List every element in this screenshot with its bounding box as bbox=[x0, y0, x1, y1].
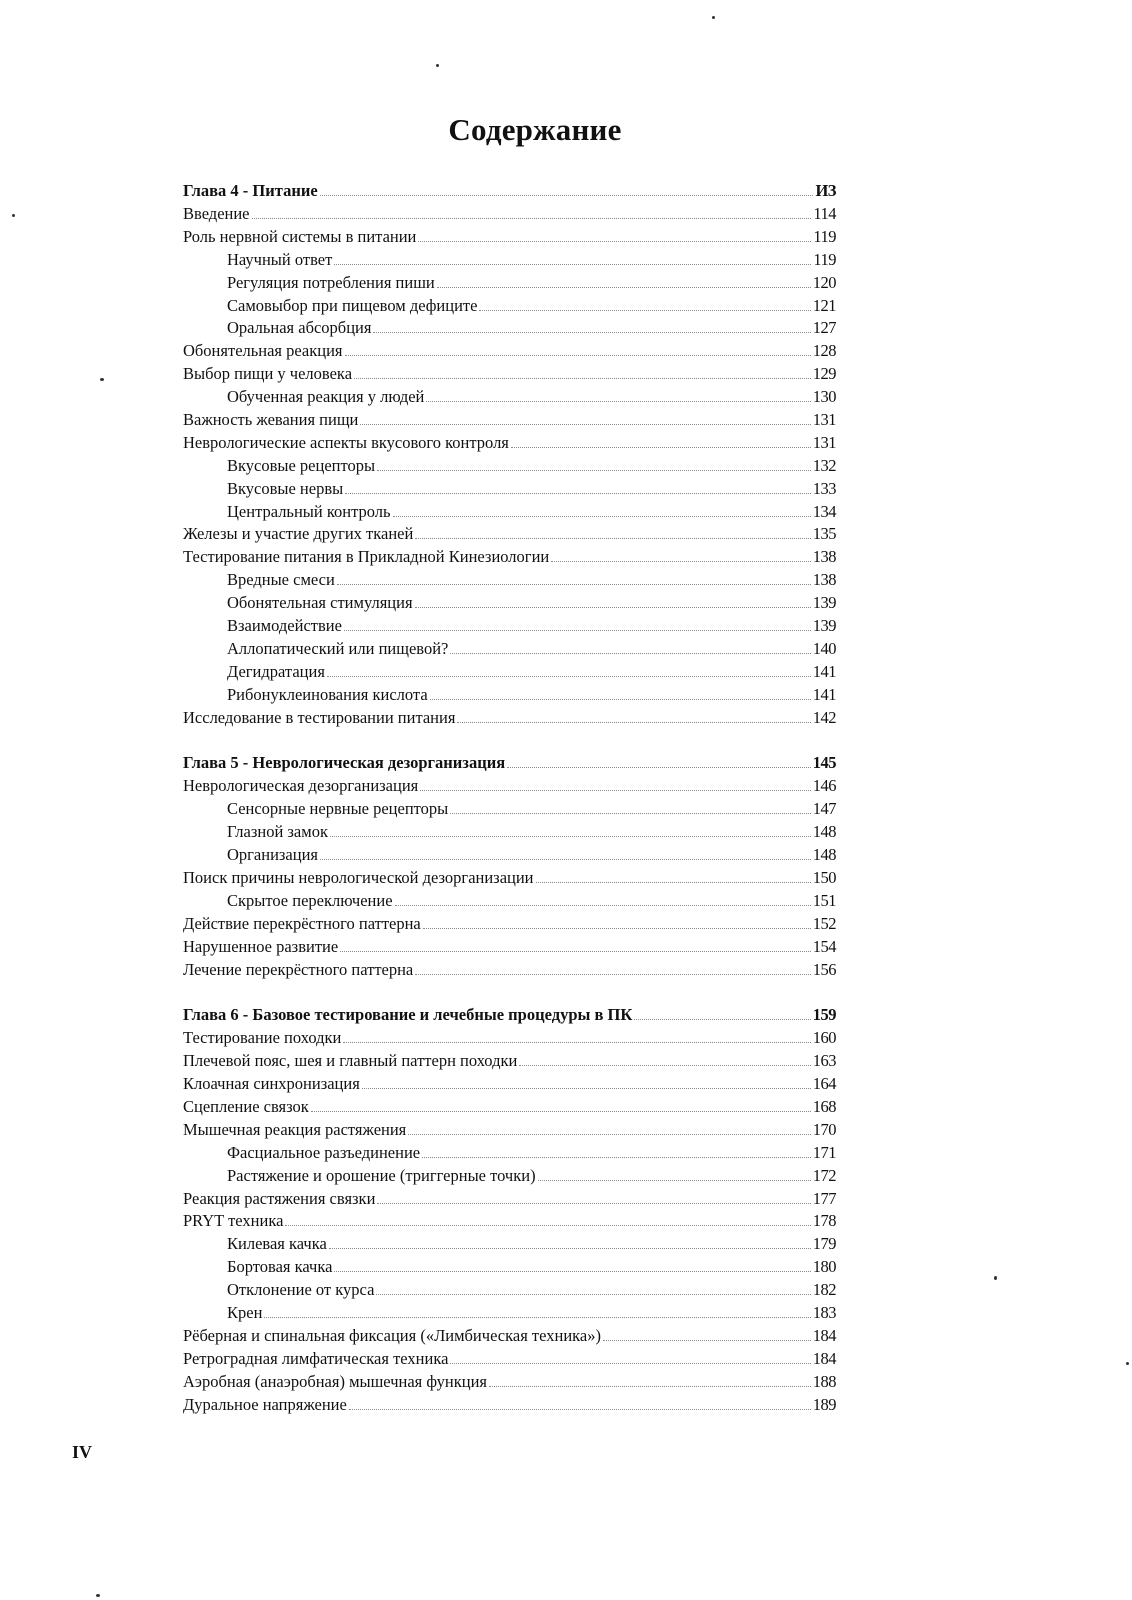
dot-leader bbox=[393, 502, 811, 517]
toc-page-number: 171 bbox=[812, 1143, 836, 1162]
toc-entry-title: Фасциальное разъединение bbox=[227, 1143, 421, 1162]
toc-entry bbox=[183, 1348, 836, 1370]
toc-entry bbox=[183, 523, 836, 545]
toc-subentry bbox=[227, 1256, 836, 1278]
scan-speck bbox=[994, 1276, 997, 1280]
dot-leader bbox=[329, 1234, 811, 1249]
dot-leader bbox=[345, 479, 811, 494]
dot-leader bbox=[311, 1097, 811, 1112]
dot-leader bbox=[551, 547, 811, 562]
toc-page-number: 172 bbox=[812, 1166, 836, 1185]
toc-entry bbox=[183, 1188, 836, 1210]
dot-leader bbox=[345, 341, 811, 356]
dot-leader bbox=[415, 593, 811, 608]
toc-page-number: 170 bbox=[812, 1120, 836, 1139]
toc-entry-title: Рибонуклеинования кислота bbox=[227, 685, 428, 704]
scan-speck bbox=[436, 64, 439, 67]
dot-leader bbox=[426, 387, 810, 402]
dot-leader bbox=[376, 1280, 810, 1295]
toc-page-number: 150 bbox=[812, 868, 836, 887]
toc-entry bbox=[183, 1371, 836, 1393]
dot-leader bbox=[320, 845, 811, 860]
dot-leader bbox=[450, 799, 811, 814]
dot-leader bbox=[377, 1189, 810, 1204]
toc-entry-title: Мышечная реакция растяжения bbox=[183, 1120, 407, 1139]
toc-entry-title: Аэробная (анаэробная) мышечная функция bbox=[183, 1372, 488, 1391]
scan-speck bbox=[12, 214, 15, 217]
page-number: IV bbox=[72, 1442, 93, 1462]
toc-page-number: ИЗ bbox=[815, 181, 836, 200]
dot-leader bbox=[285, 1211, 810, 1226]
toc-entry bbox=[183, 1119, 836, 1141]
toc-entry-title: Обонятельная реакция bbox=[183, 341, 343, 360]
toc-subentry bbox=[227, 1233, 836, 1255]
toc-page-number: 131 bbox=[812, 410, 836, 429]
dot-leader bbox=[334, 1257, 810, 1272]
toc-subentry bbox=[227, 386, 836, 408]
toc-page-number: 119 bbox=[813, 250, 836, 269]
toc-entry-title: Плечевой пояс, шея и главный паттерн походки bbox=[183, 1051, 518, 1070]
dot-leader bbox=[430, 685, 811, 700]
toc-subentry bbox=[227, 569, 836, 591]
toc-entry-title: Рёберная и спинальная фиксация («Лимбическая техника») bbox=[183, 1326, 601, 1345]
toc-entry bbox=[183, 409, 836, 431]
toc-page-number: 130 bbox=[812, 387, 836, 406]
toc-subentry bbox=[227, 821, 836, 843]
scan-speck bbox=[712, 16, 715, 19]
toc-page-number: 135 bbox=[812, 524, 836, 543]
dot-leader bbox=[344, 616, 811, 631]
toc-page-number: 119 bbox=[813, 227, 836, 246]
dot-leader bbox=[511, 433, 811, 448]
dot-leader bbox=[330, 822, 811, 837]
toc-entry-title: Организация bbox=[227, 845, 319, 864]
toc-subentry bbox=[227, 1142, 836, 1164]
toc-subentry bbox=[227, 249, 836, 271]
toc-entry-title: Обученная реакция у людей bbox=[227, 387, 425, 406]
dot-leader bbox=[334, 250, 811, 265]
toc-subentry bbox=[227, 615, 836, 637]
toc-entry-title: Растяжение и орошение (триггерные точки) bbox=[227, 1166, 536, 1185]
dot-leader bbox=[489, 1372, 811, 1387]
toc-entry bbox=[183, 775, 836, 797]
toc-entry-title: Нарушенное развитие bbox=[183, 937, 339, 956]
toc-page-number: 121 bbox=[812, 296, 836, 315]
toc-entry bbox=[183, 226, 836, 248]
toc-page-number: 139 bbox=[812, 593, 836, 612]
toc-page-number: 127 bbox=[812, 318, 836, 337]
toc-entry-title: Вкусовые нервы bbox=[227, 479, 344, 498]
toc-entry bbox=[183, 203, 836, 225]
toc-entry-title: Лечение перекрёстного паттерна bbox=[183, 960, 414, 979]
toc-entry-title: Взаимодействие bbox=[227, 616, 342, 635]
toc-page-number: 138 bbox=[812, 570, 836, 589]
dot-leader bbox=[603, 1326, 811, 1341]
toc-entry-title: Тестирование походки bbox=[183, 1028, 342, 1047]
toc-entry bbox=[183, 340, 836, 362]
toc-entry-title: PRYT техника bbox=[183, 1211, 284, 1230]
toc-page-number: 168 bbox=[812, 1097, 836, 1116]
dot-leader bbox=[423, 914, 811, 929]
toc-page-number: 164 bbox=[812, 1074, 836, 1093]
toc-page-number: 142 bbox=[812, 708, 836, 727]
scan-speck bbox=[1126, 1362, 1129, 1365]
toc-page-number: 184 bbox=[812, 1326, 836, 1345]
dot-leader bbox=[320, 181, 814, 196]
dot-leader bbox=[252, 204, 812, 219]
toc-page-number: 134 bbox=[812, 502, 836, 521]
dot-leader bbox=[362, 1074, 811, 1089]
toc-subentry bbox=[227, 1165, 836, 1187]
toc-page-number: 152 bbox=[812, 914, 836, 933]
toc-entry-title: Железы и участие других тканей bbox=[183, 524, 414, 543]
dot-leader bbox=[327, 662, 811, 677]
toc-page-number: 131 bbox=[812, 433, 836, 452]
toc-entry-title: Неврологическая дезорганизация bbox=[183, 776, 419, 795]
toc-entry bbox=[183, 1073, 836, 1095]
toc-page-number: 180 bbox=[812, 1257, 836, 1276]
toc-chapter-heading bbox=[183, 180, 836, 202]
toc-entry-title: Глава 4 - Питание bbox=[183, 181, 318, 200]
toc-page-number: 182 bbox=[812, 1280, 836, 1299]
dot-leader bbox=[373, 318, 810, 333]
toc-entry-title: Бортовая качка bbox=[227, 1257, 333, 1276]
dot-leader bbox=[422, 1143, 811, 1158]
toc-entry bbox=[183, 1050, 836, 1072]
toc-subentry bbox=[227, 1279, 836, 1301]
dot-leader bbox=[536, 868, 811, 883]
toc-entry-title: Аллопатический или пищевой? bbox=[227, 639, 449, 658]
toc-page-number: 129 bbox=[812, 364, 836, 383]
toc-page-number: 154 bbox=[812, 937, 836, 956]
toc-entry bbox=[183, 913, 836, 935]
toc-page-number: 177 bbox=[812, 1189, 836, 1208]
toc-page-number: 141 bbox=[812, 685, 836, 704]
toc-page-number: 120 bbox=[812, 273, 836, 292]
toc-subentry bbox=[227, 455, 836, 477]
dot-leader bbox=[337, 570, 811, 585]
toc-subentry bbox=[227, 684, 836, 706]
toc-page-number: 163 bbox=[812, 1051, 836, 1070]
toc-entry-title: Глава 6 - Базовое тестирование и лечебные процедуры в ПК bbox=[183, 1005, 633, 1024]
page-title: Содержание bbox=[448, 112, 622, 147]
toc-page-number: 160 bbox=[812, 1028, 836, 1047]
toc-page-number: 151 bbox=[812, 891, 836, 910]
toc-entry bbox=[183, 867, 836, 889]
toc-page-number: 156 bbox=[812, 960, 836, 979]
dot-leader bbox=[360, 410, 810, 425]
toc-page-number: 148 bbox=[812, 845, 836, 864]
toc-page-number: 141 bbox=[812, 662, 836, 681]
toc-page-number: 128 bbox=[812, 341, 836, 360]
toc-entry-title: Вкусовые рецепторы bbox=[227, 456, 376, 475]
toc-page-number: 189 bbox=[812, 1395, 836, 1414]
toc-entry bbox=[183, 1394, 836, 1416]
dot-leader bbox=[415, 960, 810, 975]
toc-entry-title: Вредные смеси bbox=[227, 570, 335, 589]
toc-page-number: 114 bbox=[813, 204, 836, 223]
toc-entry-title: Выбор пищи у человека bbox=[183, 364, 353, 383]
toc-subentry bbox=[227, 295, 836, 317]
toc-page-number: 138 bbox=[812, 547, 836, 566]
dot-leader bbox=[519, 1051, 810, 1066]
toc-entry-title: Поиск причины неврологической дезорганизации bbox=[183, 868, 534, 887]
toc-entry-title: Оральная абсорбция bbox=[227, 318, 372, 337]
toc-subentry bbox=[227, 1302, 836, 1324]
dot-leader bbox=[450, 1349, 810, 1364]
dot-leader bbox=[377, 456, 811, 471]
toc-entry-title: Килевая качка bbox=[227, 1234, 327, 1253]
toc-entry-title: Роль нервной системы в питании bbox=[183, 227, 417, 246]
toc-entry-title: Крен bbox=[227, 1303, 263, 1322]
toc-entry-title: Тестирование питания в Прикладной Кинезиологии bbox=[183, 547, 550, 566]
toc-entry bbox=[183, 707, 836, 729]
toc-entry-title: Обонятельная стимуляция bbox=[227, 593, 413, 612]
toc-entry-title: Глава 5 - Неврологическая дезорганизация bbox=[183, 753, 506, 772]
toc-entry-title: Самовыбор при пищевом дефиците bbox=[227, 296, 478, 315]
toc-page-number: 188 bbox=[812, 1372, 836, 1391]
toc-subentry bbox=[227, 890, 836, 912]
toc-subentry bbox=[227, 661, 836, 683]
toc-entry-title: Регуляция потребления пиши bbox=[227, 273, 435, 292]
toc-entry bbox=[183, 432, 836, 454]
toc-page-number: 139 bbox=[812, 616, 836, 635]
toc-page-number: 148 bbox=[812, 822, 836, 841]
toc-entry-title: Дуральное напряжение bbox=[183, 1395, 347, 1414]
toc-page-number: 133 bbox=[812, 479, 836, 498]
toc-entry-title: Ретроградная лимфатическая техника bbox=[183, 1349, 449, 1368]
toc-page-number: 146 bbox=[812, 776, 836, 795]
dot-leader bbox=[408, 1120, 810, 1135]
toc-subentry bbox=[227, 592, 836, 614]
toc-subentry bbox=[227, 638, 836, 660]
toc-entry-title: Исследование в тестировании питания bbox=[183, 708, 456, 727]
toc-entry-title: Неврологические аспекты вкусового контроля bbox=[183, 433, 509, 452]
dot-leader bbox=[264, 1303, 810, 1318]
toc-page-number: 178 bbox=[812, 1211, 836, 1230]
dot-leader bbox=[450, 639, 810, 654]
toc-subentry bbox=[227, 844, 836, 866]
toc-entry bbox=[183, 1325, 836, 1347]
toc-entry bbox=[183, 936, 836, 958]
toc-entry bbox=[183, 1096, 836, 1118]
toc-entry-title: Сенсорные нервные рецепторы bbox=[227, 799, 449, 818]
toc-entry-title: Клоачная синхронизация bbox=[183, 1074, 360, 1093]
dot-leader bbox=[395, 891, 811, 906]
toc-page-number: 145 bbox=[812, 753, 836, 772]
toc-entry-title: Введение bbox=[183, 204, 250, 223]
dot-leader bbox=[457, 708, 810, 723]
toc-page-number: 159 bbox=[812, 1005, 836, 1024]
scan-speck bbox=[96, 1594, 100, 1597]
toc-entry-title: Действие перекрёстного паттерна bbox=[183, 914, 421, 933]
toc-subentry bbox=[227, 317, 836, 339]
toc-entry-title: Научный ответ bbox=[227, 250, 333, 269]
toc-page-number: 140 bbox=[812, 639, 836, 658]
dot-leader bbox=[418, 227, 811, 242]
toc-entry bbox=[183, 363, 836, 385]
toc-subentry bbox=[227, 501, 836, 523]
dot-leader bbox=[415, 524, 810, 539]
toc-entry-title: Скрытое переключение bbox=[227, 891, 393, 910]
toc-entry-title: Дегидратация bbox=[227, 662, 325, 681]
toc-page-number: 179 bbox=[812, 1234, 836, 1253]
toc-entry-title: Важность жевания пищи bbox=[183, 410, 359, 429]
toc-entry-title: Глазной замок bbox=[227, 822, 328, 841]
toc-page-number: 183 bbox=[812, 1303, 836, 1322]
dot-leader bbox=[420, 776, 811, 791]
toc-subentry bbox=[227, 272, 836, 294]
dot-leader bbox=[479, 296, 810, 311]
dot-leader bbox=[538, 1166, 811, 1181]
toc-entry-title: Отклонение от курса bbox=[227, 1280, 375, 1299]
scan-speck bbox=[100, 378, 104, 381]
toc-entry-title: Реакция растяжения связки bbox=[183, 1189, 376, 1208]
dot-leader bbox=[634, 1005, 810, 1020]
dot-leader bbox=[354, 364, 811, 379]
toc-chapter-heading bbox=[183, 752, 836, 774]
toc-subentry bbox=[227, 798, 836, 820]
toc-chapter-heading bbox=[183, 1004, 836, 1026]
toc-entry bbox=[183, 1210, 836, 1232]
toc-entry bbox=[183, 546, 836, 568]
toc-page-number: 184 bbox=[812, 1349, 836, 1368]
toc-entry bbox=[183, 959, 836, 981]
dot-leader bbox=[437, 273, 811, 288]
toc-entry bbox=[183, 1027, 836, 1049]
dot-leader bbox=[340, 937, 811, 952]
toc-subentry bbox=[227, 478, 836, 500]
toc-entry-title: Центральный контроль bbox=[227, 502, 391, 521]
toc-page-number: 132 bbox=[812, 456, 836, 475]
dot-leader bbox=[349, 1395, 811, 1410]
dot-leader bbox=[507, 753, 811, 768]
toc-page-number: 147 bbox=[812, 799, 836, 818]
toc-entry-title: Сцепление связок bbox=[183, 1097, 309, 1116]
dot-leader bbox=[343, 1028, 810, 1043]
